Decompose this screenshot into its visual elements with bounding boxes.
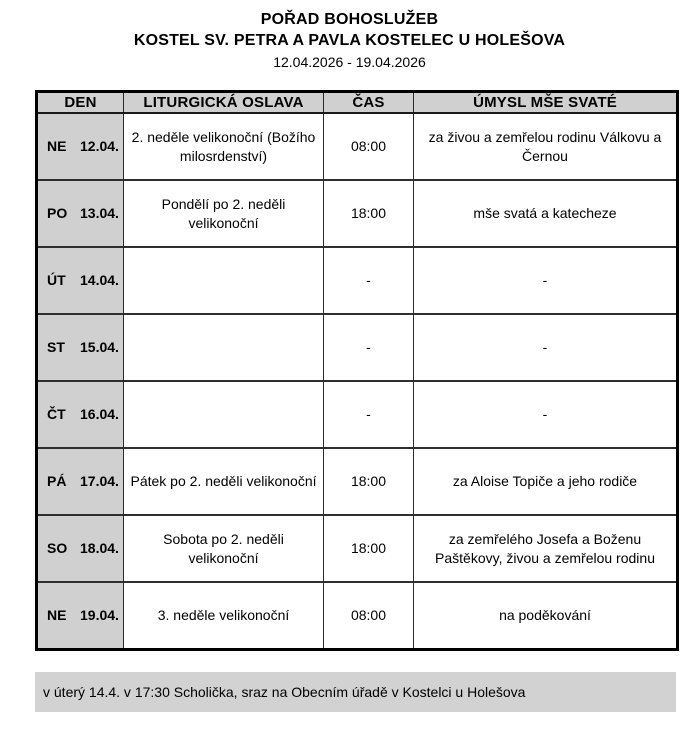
time-cell: 18:00: [324, 180, 414, 247]
day-cell: [37, 113, 124, 180]
document-header: [0, 9, 699, 72]
day-abbrev: PÁ: [47, 473, 67, 489]
celebration-cell: 2. neděle velikonoční (Božího milosrdenství): [124, 113, 324, 180]
intention-cell: za živou a zemřelou rodinu Válkovu a Černou: [414, 113, 678, 180]
table-row: [37, 113, 678, 180]
day-abbrev: NE: [47, 138, 67, 154]
intention-cell: mše svatá a katecheze: [414, 180, 678, 247]
intention-cell: -: [414, 314, 678, 381]
celebration-cell: [124, 314, 324, 381]
table-row: [37, 314, 678, 381]
time-cell: -: [324, 314, 414, 381]
footer-note-text: v úterý 14.4. v 17:30 Scholička, sraz na Obecním úřadě v Kostelci u Holešova: [43, 684, 526, 700]
col-header-day: DEN: [37, 92, 124, 114]
table-row: [37, 515, 678, 582]
time-cell: 08:00: [324, 113, 414, 180]
table-row: [37, 582, 678, 649]
intention-cell: -: [414, 247, 678, 314]
time-cell: 18:00: [324, 515, 414, 582]
table-row: [37, 381, 678, 448]
date-range: 12.04.2026 - 19.04.2026: [273, 54, 426, 70]
day-date: 14.04.: [80, 272, 119, 288]
col-header-intention: ÚMYSL MŠE SVATÉ: [414, 92, 678, 114]
footer-note-bar: [35, 672, 676, 712]
celebration-cell: Sobota po 2. neděli velikonoční: [124, 515, 324, 582]
table-row: [37, 448, 678, 515]
time-cell: 08:00: [324, 582, 414, 649]
celebration-cell: [124, 381, 324, 448]
intention-cell: za zemřelého Josefa a Boženu Paštěkovy, živou a zemřelou rodinu: [414, 515, 678, 582]
day-date: 16.04.: [80, 406, 119, 422]
day-cell: [37, 314, 124, 381]
schedule-table: [35, 90, 679, 651]
intention-cell: na poděkování: [414, 582, 678, 649]
intention-cell: -: [414, 381, 678, 448]
day-date: 12.04.: [80, 138, 119, 154]
time-cell: -: [324, 247, 414, 314]
table-row: [37, 247, 678, 314]
col-header-celebration: LITURGICKÁ OSLAVA: [124, 92, 324, 114]
day-cell: [37, 381, 124, 448]
celebration-cell: Pondělí po 2. neděli velikonoční: [124, 180, 324, 247]
time-cell: 18:00: [324, 448, 414, 515]
page-subtitle: KOSTEL SV. PETRA A PAVLA KOSTELEC U HOLEŠOVA: [133, 32, 566, 49]
table-header-row: [37, 92, 678, 114]
day-abbrev: NE: [47, 606, 67, 623]
day-abbrev: ÚT: [47, 272, 66, 288]
day-abbrev: SO: [47, 540, 68, 556]
day-abbrev: PO: [47, 205, 68, 221]
day-abbrev: ČT: [47, 406, 66, 422]
intention-cell: za Aloise Topiče a jeho rodiče: [414, 448, 678, 515]
celebration-cell: [124, 247, 324, 314]
day-cell: [37, 448, 124, 515]
day-date: 18.04.: [80, 540, 119, 556]
time-cell: -: [324, 381, 414, 448]
celebration-cell: 3. neděle velikonoční: [124, 582, 324, 649]
col-header-time: ČAS: [324, 92, 414, 114]
day-cell: [37, 582, 124, 649]
table-row: [37, 180, 678, 247]
day-date: 13.04.: [80, 205, 119, 221]
day-abbrev: ST: [47, 339, 65, 355]
day-date: 17.04.: [80, 473, 119, 489]
day-date: 15.04.: [80, 339, 119, 355]
page-title: POŘAD BOHOSLUŽEB: [260, 11, 439, 28]
celebration-cell: Pátek po 2. neděli velikonoční: [124, 448, 324, 515]
day-date: 19.04.: [80, 606, 119, 623]
day-cell: [37, 515, 124, 582]
day-cell: [37, 247, 124, 314]
day-cell: [37, 180, 124, 247]
